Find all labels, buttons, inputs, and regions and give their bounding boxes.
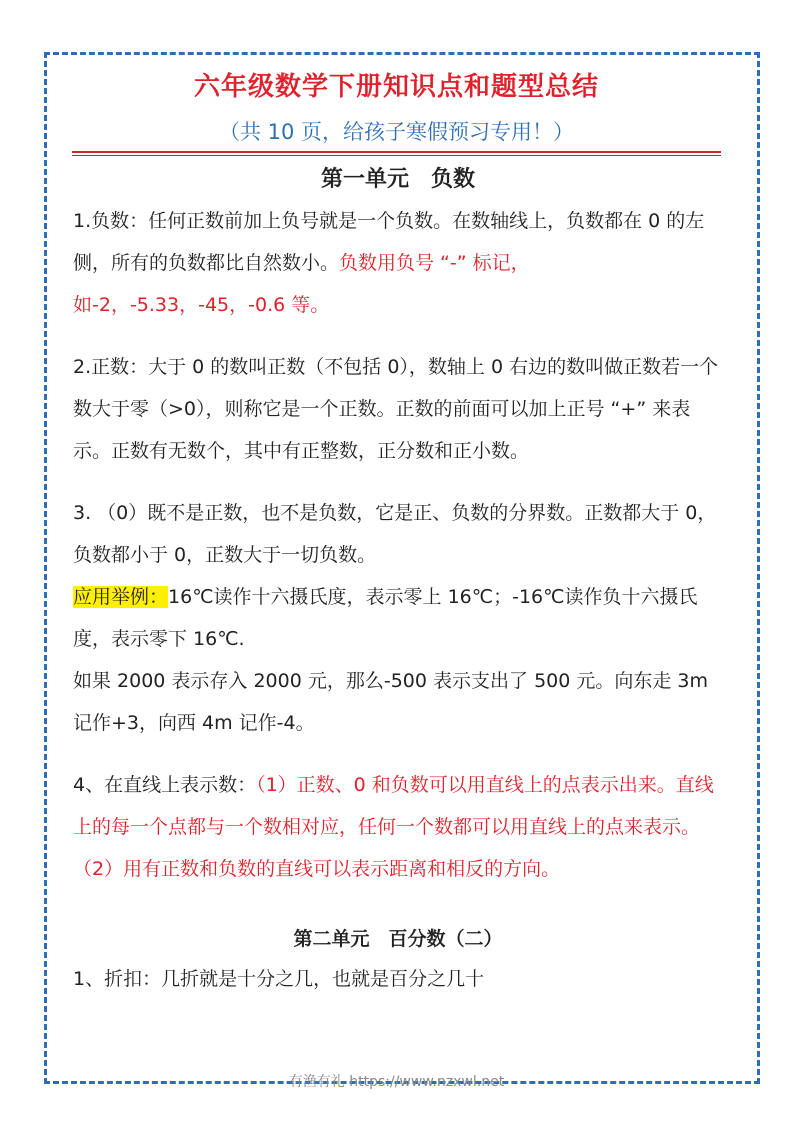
number-line-lead: 4、在直线上表示数： bbox=[73, 774, 257, 796]
title-divider-thin bbox=[72, 155, 721, 156]
deposit-example-paragraph: 如果 2000 表示存入 2000 元，那么-500 表示支出了 500 元。向东走 3m 记作+3，向西 4m 记作-4。 bbox=[73, 670, 709, 734]
example-paragraph bbox=[73, 576, 723, 660]
footer-watermark: 有渔有礼 https://www.nzxwl.net bbox=[288, 1074, 505, 1090]
positive-number-paragraph: 2.正数：大于 0 的数叫正数（不包括 0），数轴上 0 右边的数叫做正数若一个数大于零（>0），则称它是一个正数。正数的前面可以加上正号 “+” 来表示。正数有无数个，其中有正整数，正分数和正小数。 bbox=[73, 356, 719, 462]
unit1-heading: 第一单元 负数 bbox=[320, 167, 475, 192]
main-content bbox=[73, 160, 723, 1000]
title-divider-thick bbox=[72, 151, 721, 153]
negative-number-text: 1.负数：任何正数前加上负号就是一个负数。在数轴线上，负数都在 0 的左侧，所有的负数都比自然数小。 bbox=[73, 210, 705, 274]
unit2-heading: 第二单元 百分数（二） bbox=[293, 928, 503, 950]
negative-number-highlight: 负数用负号 “-” 标记，如-2，-5.33，-45，-0.6 等。 bbox=[73, 252, 530, 316]
document-subtitle: （共 10 页，给孩子寒假预习专用！） bbox=[218, 120, 575, 144]
example-text: 16℃读作十六摄氏度，表示零上 16℃；-16℃读作负十六摄氏度，表示零下 16℃. bbox=[73, 586, 698, 650]
document-title: 六年级数学下册知识点和题型总结 bbox=[193, 72, 599, 102]
number-line-highlight: （1）正数、0 和负数可以用直线上的点表示出来。直线上的每一个点都与一个数相对应，任何一个数都可以用直线上的点来表示。（2）用有正数和负数的直线可以表示距离和相反的方向。 bbox=[73, 774, 714, 880]
zero-paragraph: 3. （0）既不是正数，也不是负数，它是正、负数的分界数。正数都大于 0，负数都小于 0，正数大于一切负数。 bbox=[73, 502, 717, 566]
number-line-paragraph bbox=[73, 764, 723, 890]
discount-paragraph: 1、折扣：几折就是十分之几，也就是百分之几十 bbox=[73, 968, 485, 990]
example-label: 应用举例： bbox=[73, 586, 169, 608]
negative-number-paragraph bbox=[73, 200, 723, 326]
